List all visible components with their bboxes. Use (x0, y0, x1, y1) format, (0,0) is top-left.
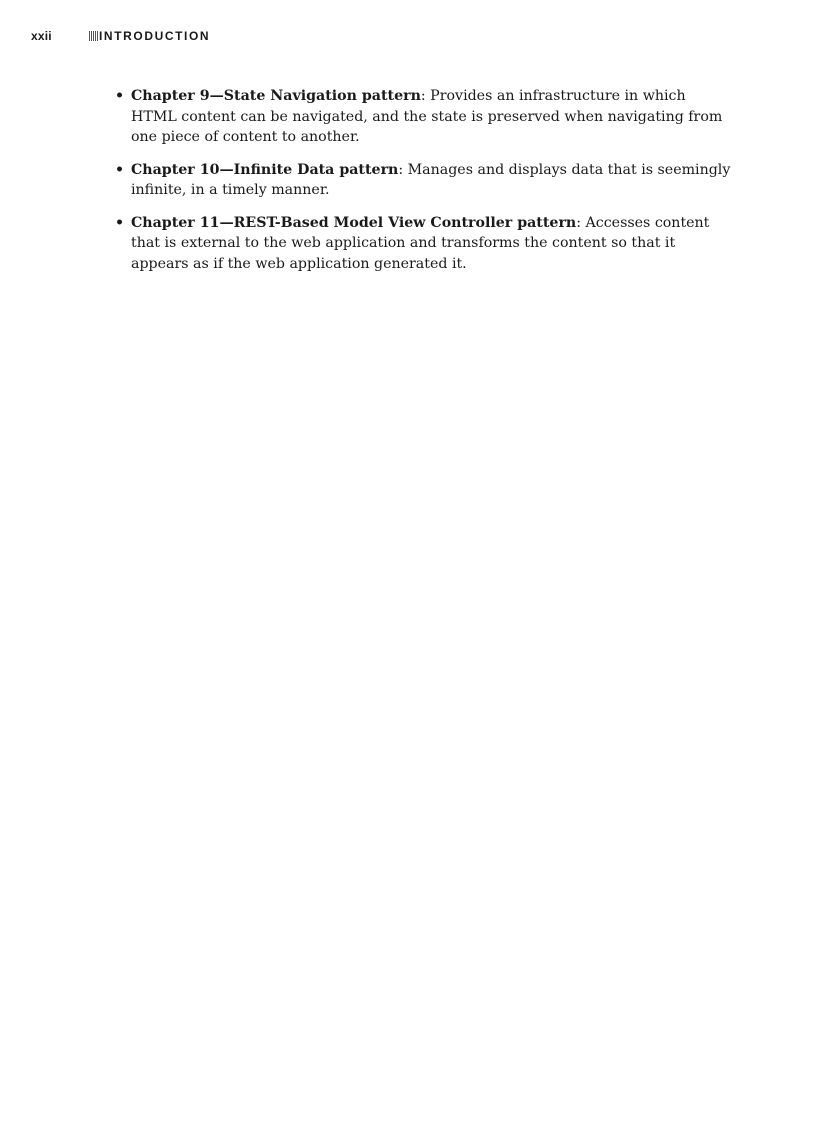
bullet-icon: • (115, 161, 125, 178)
chapter-description: : Provides an infrastructure in which HTML content can be navigated, and the state is preserved when navigating from one piece of content to another. (131, 88, 723, 145)
bullet-icon: • (115, 88, 125, 104)
chapter-item-10 (113, 160, 733, 201)
chapter-list (113, 86, 733, 286)
chapter-name: Chapter 10—Infinite Data pattern (131, 161, 399, 178)
running-header (31, 28, 210, 44)
chapter-item-11 (113, 213, 733, 275)
chapter-description: : Manages and displays data that is seemingly infinite, in a timely manner. (131, 161, 731, 198)
section-mark-icon (89, 31, 98, 41)
chapter-name: Chapter 9—State Navigation pattern (131, 88, 421, 104)
bullet-icon: • (115, 214, 125, 231)
chapter-item-9 (113, 86, 733, 148)
section-title: INTRODUCTION (99, 29, 211, 43)
chapter-description: : Accesses content that is external to the web application and transforms the content so that it appears as if the web application generated it. (131, 214, 710, 272)
chapter-name: Chapter 11—REST-Based Model View Controller pattern (131, 214, 577, 231)
page-number: xxii (31, 29, 52, 43)
